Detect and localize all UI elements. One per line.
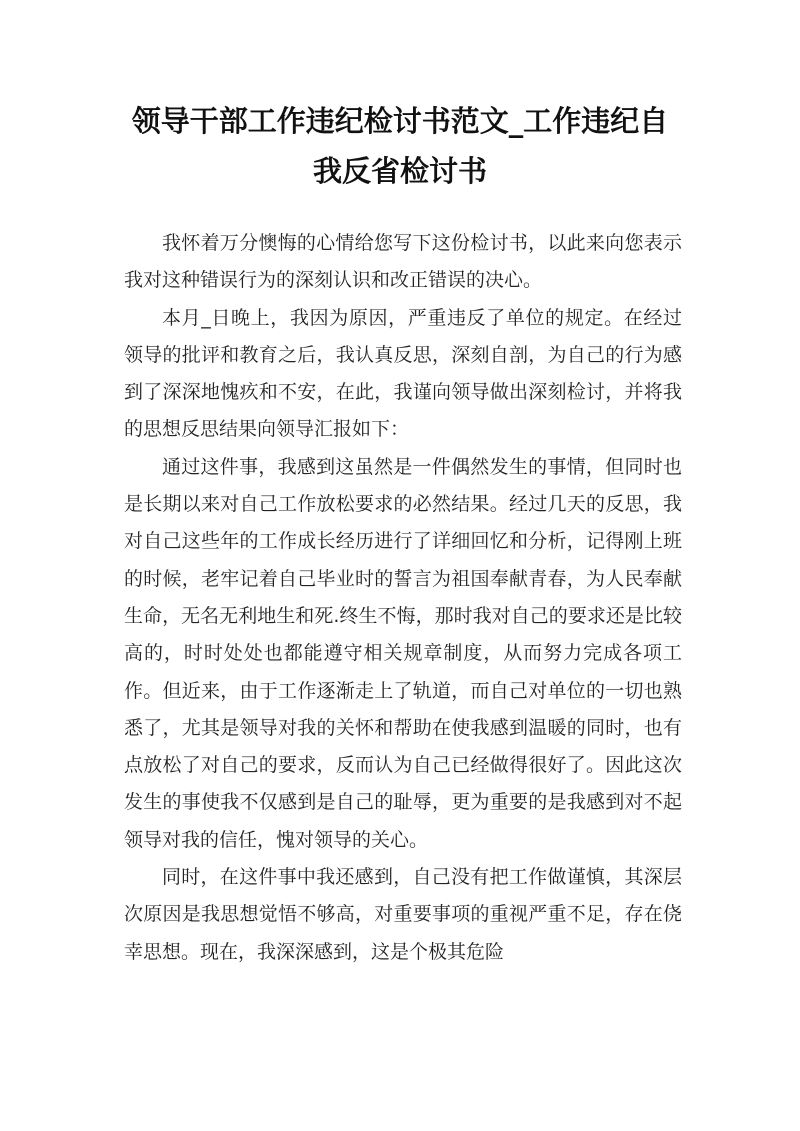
paragraph-1: 我怀着万分懊悔的心情给您写下这份检讨书，以此来向您表示我对这种错误行为的深刻认识和改正错误的决心。 xyxy=(124,232,682,292)
paragraph-3: 通过这件事，我感到这虽然是一件偶然发生的事情，但同时也是长期以来对自己工作放松要求的必然结果。经过几天的反思，我对自己这些年的工作成长经历进行了详细回忆和分析，记得刚上班的时候，老牢记着自己毕业时的誓言为祖国奉献青春，为人民奉献生命，无名无利地生和死.终生不悔，那时我对自己的要求还是比较高的，时时处处也都能遵守相关规章制度，从而努力完成各项工作。但近来，由于工作逐渐走上了轨道，而自己对单位的一切也熟悉了，尤其是领导对我的关怀和帮助在使我感到温暖的同时，也有点放松了对自己的要求，反而认为自己已经做得很好了。因此这次发生的事使我不仅感到是自己的耻辱，更为重要的是我感到对不起领导对我的信任，愧对领导的关心。 xyxy=(124,455,682,851)
paragraph-4: 同时，在这件事中我还感到，自己没有把工作做谨慎，其深层次原因是我思想觉悟不够高，对重要事项的重视严重不足，存在侥幸思想。现在，我深深感到，这是个极其危险 xyxy=(124,866,682,963)
document-title-line-1: 领导干部工作违纪检讨书范文_工作违纪自 xyxy=(131,104,669,138)
document-title xyxy=(100,96,700,196)
paragraph-2: 本月_日晚上，我因为原因，严重违反了单位的规定。在经过领导的批评和教育之后，我认真反思，深刻自剖，为自己的行为感到了深深地愧疚和不安，在此，我谨向领导做出深刻检讨，并将我的思想反思结果向领导汇报如下： xyxy=(124,306,682,441)
document-title-line-2: 我反省检讨书 xyxy=(312,154,487,188)
document-body xyxy=(124,225,682,971)
